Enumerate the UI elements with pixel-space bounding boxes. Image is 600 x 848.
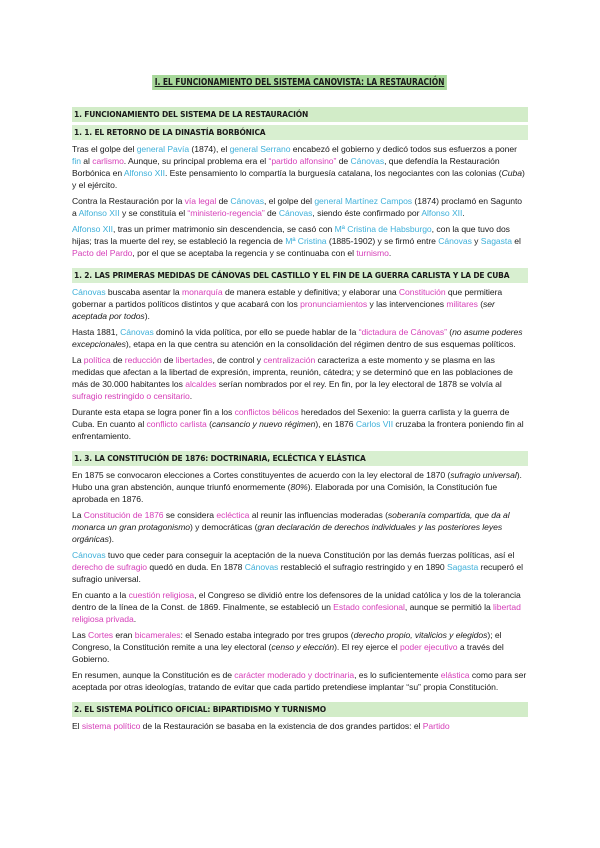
italic-text: no asume poderes excepcionales (72, 327, 523, 349)
highlighted-term: centralización (263, 355, 316, 365)
paragraph (72, 589, 528, 625)
highlighted-term: Cánovas (244, 562, 279, 572)
text-run: La (72, 510, 84, 520)
page-title: I. EL FUNCIONAMIENTO DEL SISTEMA CANOVISTA: LA RESTAURACIÓN (153, 75, 448, 90)
text-run: heredados del Sexenio: la guerra carlista y la guerra de Cuba. En cuanto al (72, 407, 510, 429)
section-heading-2: 2. EL SISTEMA POLÍTICO OFICIAL: BIPARTIDISMO Y TURNISMO (72, 702, 528, 717)
highlighted-term: ecléctica (216, 510, 250, 520)
highlighted-term: monarquía (181, 287, 223, 297)
text-run: La (72, 355, 84, 365)
text-run: , el golpe del (263, 196, 315, 206)
subsection-heading-1-3: 1. 3. LA CONSTITUCIÓN DE 1876: DOCTRINARIA, ECLÉCTICA Y ELÁSTICA (72, 451, 528, 466)
highlighted-term: conflicto carlista (146, 419, 207, 429)
section-heading-1: 1. FUNCIONAMIENTO DEL SISTEMA DE LA RESTAURACIÓN (72, 107, 528, 122)
highlighted-term: turnismo (356, 248, 389, 258)
text-run: el (511, 236, 521, 246)
highlighted-term: libertad religiosa privada (72, 602, 521, 624)
subsection-heading-1-2: 1. 2. LAS PRIMERAS MEDIDAS DE CÁNOVAS DEL CASTILLO Y EL FIN DE LA GUERRA CARLISTA Y LA DE CUBA (72, 268, 528, 283)
text-run: de (216, 196, 231, 206)
text-run: dominó la vida política, por ello se puede hablar de la (153, 327, 359, 337)
paragraph (72, 354, 528, 402)
text-run: de (110, 355, 125, 365)
highlighted-term: “ministerio-regencia” (187, 208, 265, 218)
text-run: , siendo éste confirmado por (312, 208, 422, 218)
text-run: , aunque se permitió la (404, 602, 494, 612)
text-run: (1885-1902) y se firmó entre (326, 236, 439, 246)
title-container (72, 72, 528, 90)
highlighted-term: alcaldes (185, 379, 217, 389)
text-run: y las intervenciones (367, 299, 447, 309)
highlighted-term: Cánovas (72, 287, 106, 297)
highlighted-term: Cánovas (278, 208, 313, 218)
text-run: Las (72, 630, 89, 640)
highlighted-term: Constitución de 1876 (83, 510, 164, 520)
highlighted-term: general Martínez Campos (314, 196, 413, 206)
text-run: ) y el ejército. (72, 168, 525, 190)
text-run: . (133, 614, 137, 624)
text-run: que permitiera gobernar a partidos políticos distintos y que acabará con los (72, 287, 503, 309)
text-run: serían nombrados por el rey. En fin, por la ley electoral de 1878 se volvía al (216, 379, 502, 389)
text-run: de la Restauración se basaba en la existencia de dos grandes partidos: el (140, 721, 423, 731)
text-run: caracteriza a este momento y se plasma en las medidas que afectan a la libertad de expresión, imprenta, reunión, cátedra; y se determinó que en las poblaciones de más de 30.000 habitantes los (72, 355, 513, 389)
text-run: , que defendía la Restauración Borbónica en (72, 156, 500, 178)
highlighted-term: Estado confesional (333, 602, 405, 612)
highlighted-term: Cánovas (438, 236, 472, 246)
highlighted-term: “dictadura de Cánovas” (358, 327, 447, 337)
highlighted-term: derecho de sufragio (72, 562, 148, 572)
italic-text: ser aceptada por todos (72, 299, 495, 321)
text-run: . (388, 248, 392, 258)
text-run: , con la que tuvo dos hijas; tras la muerte del rey, se estableció la regencia de (72, 224, 510, 246)
text-run: El (72, 721, 82, 731)
subsection-heading-1-1: 1. 1. EL RETORNO DE LA DINASTÍA BORBÓNICA (72, 125, 528, 140)
text-run: y se constituía el (119, 208, 188, 218)
italic-text: derecho propio, vitalicios y elegidos (353, 630, 488, 640)
text-run: ). (144, 311, 150, 321)
highlighted-term: Cánovas (120, 327, 154, 337)
text-run: , es lo suficientemente (354, 670, 441, 680)
text-run: ( (446, 327, 453, 337)
text-run: y (471, 236, 481, 246)
highlighted-term: Alfonso XII (72, 224, 114, 234)
text-run: ) y democráticas ( (190, 522, 258, 532)
italic-text: gran declaración de derechos individuales y las posteriores leyes orgánicas (72, 522, 503, 544)
text-run: . (189, 391, 193, 401)
highlighted-term: elástica (440, 670, 470, 680)
highlighted-term: cuestión religiosa (128, 590, 195, 600)
text-run: ); el Congreso, la Constitución remite a una ley electoral ( (72, 630, 502, 652)
highlighted-term: poder ejecutivo (399, 642, 458, 652)
text-run: . (462, 208, 465, 218)
highlighted-term: Partido (422, 721, 450, 731)
highlighted-term: Pacto del Pardo (72, 248, 133, 258)
text-run: ), en 1876 (315, 419, 356, 429)
paragraph (72, 509, 528, 545)
text-run: tuvo que ceder para conseguir la aceptación de la nueva Constitución por las demás fuerzas políticas, así el (105, 550, 515, 560)
text-run: ). Hubo una gran abstención, aunque triunfó enormemente ( (72, 470, 522, 492)
text-run: quedó en duda. En 1878 (147, 562, 245, 572)
paragraph (72, 720, 528, 732)
highlighted-term: general Serrano (229, 144, 291, 154)
highlighted-term: Cánovas (350, 156, 385, 166)
highlighted-term: libertades (175, 355, 213, 365)
paragraph (72, 629, 528, 665)
text-run: , por el que se aceptaba la regencia y se continuaba con el (132, 248, 357, 258)
highlighted-term: reducción (124, 355, 162, 365)
text-run: , de control y (212, 355, 264, 365)
highlighted-term: bicamerales (134, 630, 181, 640)
text-run: Durante esta etapa se logra poner fin a los (72, 407, 235, 417)
highlighted-term: pronunciamientos (300, 299, 368, 309)
highlighted-term: sistema político (81, 721, 141, 731)
text-run: ). Elaborada por una Comisión, la Constitución fue aprobada en 1876. (72, 482, 498, 504)
highlighted-term: Alfonso XII (421, 208, 463, 218)
text-run: ), etapa en la que centra su atención en la consolidación del régimen dentro de sus esquemas políticos. (125, 339, 516, 349)
text-run: recuperó el sufragio universal. (72, 562, 523, 584)
highlighted-term: Alfonso XII (123, 168, 165, 178)
highlighted-term: sufragio restringido o censitario (72, 391, 190, 401)
text-run: ). (108, 534, 114, 544)
text-run: Contra la Restauración por la (72, 196, 185, 206)
text-run: En resumen, aunque la Constitución es de (72, 670, 235, 680)
highlighted-term: carácter moderado y doctrinaria (234, 670, 355, 680)
text-run: al reunir las influencias moderadas ( (249, 510, 388, 520)
highlighted-term: vía legal (184, 196, 217, 206)
text-run: En 1875 se convocaron elecciones a Cortes constituyentes de acuerdo con la ley electoral de 1870 ( (72, 470, 451, 480)
italic-text: soberanía compartida, que da al monarca un gran protagonismo (72, 510, 510, 532)
paragraph (72, 669, 528, 693)
highlighted-term: Sagasta (446, 562, 479, 572)
text-run: al (80, 156, 93, 166)
italic-text: 80% (290, 482, 308, 492)
text-run: de (161, 355, 176, 365)
paragraph (72, 286, 528, 322)
text-run: (1874), el (189, 144, 230, 154)
text-run: de (336, 156, 351, 166)
highlighted-term: carlismo (92, 156, 124, 166)
italic-text: cansancio y nuevo régimen (211, 419, 316, 429)
highlighted-term: Cortes (88, 630, 114, 640)
text-run: encabezó el gobierno y dedicó todos sus esfuerzos a poner (290, 144, 517, 154)
highlighted-term: Carlos VII (355, 419, 394, 429)
paragraph (72, 406, 528, 442)
highlighted-term: general Pavía (136, 144, 190, 154)
text-run: Tras el golpe del (72, 144, 137, 154)
text-run: : el Senado estaba integrado por tres grupos ( (180, 630, 354, 640)
text-run: restableció el sufragio restringido y en 1890 (278, 562, 447, 572)
highlighted-term: Sagasta (480, 236, 512, 246)
highlighted-term: fin (72, 156, 81, 166)
highlighted-term: militares (446, 299, 478, 309)
text-run: de (264, 208, 279, 218)
text-run: de manera estable y definitiva; y elaborar una (222, 287, 399, 297)
text-run: . Este pensamiento lo compartía la burguesía catalana, los negociantes con las colonias ( (164, 168, 502, 178)
paragraph (72, 469, 528, 505)
text-run: cruzaba la frontera poniendo fin al enfrentamiento. (72, 419, 524, 441)
highlighted-term: Alfonso XII (78, 208, 120, 218)
italic-text: censo y elección (271, 642, 335, 652)
text-run: se considera (163, 510, 217, 520)
highlighted-term: Constitución (398, 287, 446, 297)
text-run: a través del Gobierno. (72, 642, 504, 664)
highlighted-term: “partido alfonsino” (268, 156, 337, 166)
text-run: ( (206, 419, 212, 429)
paragraph (72, 195, 528, 219)
text-run: . Aunque, su principal problema era el (123, 156, 269, 166)
highlighted-term: Cánovas (230, 196, 264, 206)
italic-text: Cuba (501, 168, 522, 178)
text-run: buscaba asentar la (105, 287, 182, 297)
text-run: , tras un primer matrimonio sin descendencia, se casó con (113, 224, 335, 234)
highlighted-term: Mª Cristina (285, 236, 327, 246)
highlighted-term: Mª Cristina de Habsburgo (334, 224, 432, 234)
highlighted-term: conflictos bélicos (234, 407, 299, 417)
text-run: como para ser aceptada por otras ideologías, tratando de evitar que cada partido pretendiese implantar “su” propia Constitución. (72, 670, 527, 692)
paragraph (72, 549, 528, 585)
text-run: En cuanto a la (72, 590, 129, 600)
text-run: ). El rey ejerce el (334, 642, 400, 652)
highlighted-term: Cánovas (72, 550, 106, 560)
text-run: , el Congreso se dividió entre los defensores de la unidad católica y los de la tolerancia dentro de la línea de la Const. de 1869. Finalmente, se estableció un (72, 590, 521, 612)
paragraph (72, 143, 528, 191)
text-run: eran (113, 630, 135, 640)
text-run: Hasta 1881, (72, 327, 121, 337)
text-run: ( (477, 299, 484, 309)
paragraph (72, 326, 528, 350)
highlighted-term: política (83, 355, 111, 365)
italic-text: sufragio universal (450, 470, 517, 480)
paragraph (72, 223, 528, 259)
text-run: (1874) proclamó en Sagunto a (72, 196, 523, 218)
